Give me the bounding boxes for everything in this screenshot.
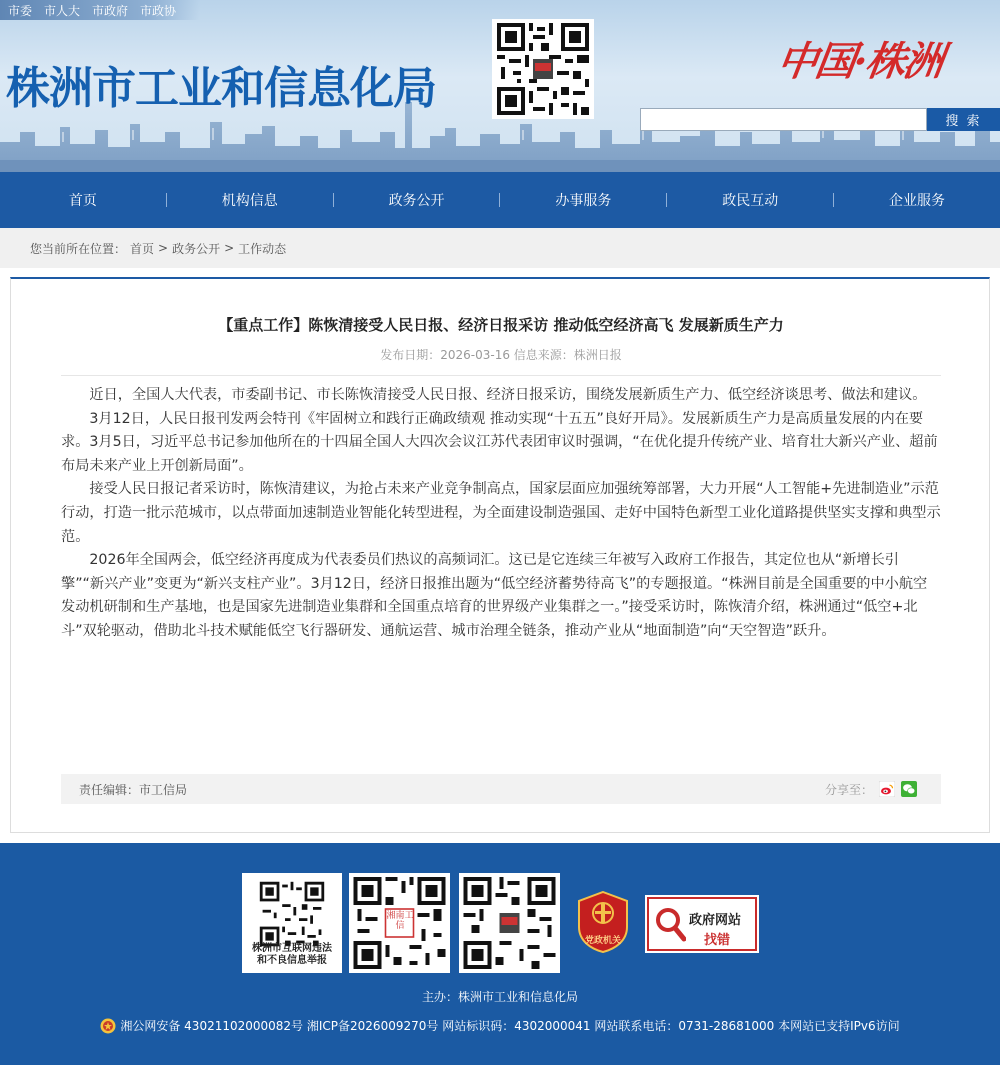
police-badge-icon: [100, 1018, 116, 1034]
nav-item-services[interactable]: 办事服务: [555, 193, 612, 209]
footer: [0, 843, 1000, 1065]
toplink-government[interactable]: 市政府: [92, 3, 129, 18]
article-body: [61, 384, 941, 644]
toplink-party-committee[interactable]: 市委: [8, 3, 33, 18]
nav-item-interaction[interactable]: 政民互动: [722, 193, 779, 209]
party-government-badge[interactable]: [577, 891, 629, 953]
breadcrumb-home[interactable]: 首页: [130, 241, 155, 256]
footer-qr-code-wechat[interactable]: [349, 873, 450, 973]
article-paragraph: 接受人民日报记者采访时，陈恢清建议，为抢占未来产业竞争制高点，国家层面应加强统筹部署，大力开展“人工智能+先进制造业”示范行动，打造一批示范城市，以点带面加速制造业智能化转型进程，为全面建设制造强国、走好中国特色新型工业化道路提供坚实支撑和典型示范。: [61, 481, 941, 545]
top-links-bar: [0, 0, 200, 20]
article-meta: 发布日期：2026-03-16 信息来源：株洲日报: [380, 348, 622, 362]
article-paragraph: 2026年全国两会，低空经济再度成为代表委员们热议的高频词汇。这已是它连续三年被写入政府工作报告，其定位也从“新增长引擎”“新兴产业”变更为“新兴支柱产业”。3月12日，经济日报推出题为“低空经济蓄势待高飞”的专题报道。“株洲目前是全国重要的中小航空发动机研制和生产基地，也是国家先进制造业集群和全国重点培育的世界级产业集群之一。”接受采访时，陈恢清介绍，株洲通过“低空+北斗”双轮驱动，借助北斗技术赋能低空飞行器研发、通航运营、城市治理全链条，推动产业从“地面制造”向“天空智造”跃升。: [61, 552, 928, 639]
qr-code-icon: [257, 879, 327, 949]
icp-info: [0, 1017, 1000, 1034]
report-label: [242, 943, 342, 967]
header-qr-code: [492, 19, 594, 119]
search-button[interactable]: 搜 索: [927, 108, 1000, 131]
china-zhuzhou-calligraphy-logo: 中国·株洲: [774, 38, 945, 85]
breadcrumb-prefix: 您当前所在位置：: [30, 241, 127, 256]
breadcrumb-work-news[interactable]: 工作动态: [238, 241, 287, 256]
gov-website-error-report[interactable]: [647, 897, 757, 951]
article-paragraph: 3月12日，人民日报刊发两会特刊《牢固树立和践行正确政绩观 推动实现“十五五”良好开局》。发展新质生产力是高质量发展的内在要求。3月5日，习近平总书记参加他所在的十四届全国人大四次会议江苏代表团审议时强调，“在优化提升传统产业、培育壮大新兴产业、超前布局未来产业上开创新局面”。: [61, 410, 938, 474]
gov-error-title: 政府网站: [689, 913, 742, 928]
icp-text[interactable]: 湘公网安备 43021102000082号 湘ICP备2026009270号 网站标识码：4302000041 网站联系电话：0731-28681000 本网站已支持IPv6访问: [120, 1019, 900, 1033]
divider: [61, 375, 941, 376]
breadcrumb: [0, 228, 1000, 268]
site-title: 株洲市工业和信息化局: [6, 63, 436, 114]
main-nav: [0, 172, 1000, 228]
report-qr-card[interactable]: [242, 873, 342, 973]
breadcrumb-separator: >: [158, 241, 169, 255]
badge-label: 党政机关: [584, 936, 621, 946]
article-container: [10, 277, 990, 833]
wechat-icon[interactable]: [901, 781, 917, 797]
search-input[interactable]: [640, 108, 927, 131]
footer-qr-code-app[interactable]: [459, 873, 560, 973]
qr-code-icon: [459, 873, 560, 973]
weibo-icon[interactable]: [879, 781, 895, 797]
article-paragraph: 近日，全国人大代表，市委副书记、市长陈恢清接受人民日报、经济日报采访，围绕发展新质生产力、低空经济谈思考、做法和建议。: [89, 387, 927, 403]
toplink-cppcc[interactable]: 市政协: [140, 3, 177, 18]
sponsor-text: 主办：株洲市工业和信息化局: [421, 990, 578, 1004]
gov-error-subtitle: 找错: [704, 933, 731, 948]
nav-item-home[interactable]: 首页: [68, 193, 97, 209]
article-title: 【重点工作】陈恢清接受人民日报、经济日报采访 推动低空经济高飞 发展新质生产力: [218, 316, 784, 334]
share-group: [825, 774, 917, 804]
toplink-peoples-congress[interactable]: 市人大: [44, 3, 81, 18]
magnifier-icon: [654, 905, 686, 945]
report-label-line: 和不良信息举报: [257, 955, 327, 966]
share-label: 分享至：: [824, 782, 873, 797]
article-footer-bar: [61, 774, 941, 804]
header-banner: [0, 0, 1000, 172]
breadcrumb-gov-affairs[interactable]: 政务公开: [172, 241, 221, 256]
qr-code-icon: [492, 19, 594, 119]
nav-item-gov-affairs[interactable]: 政务公开: [388, 193, 445, 209]
qr-center-label: 湘南工信: [386, 911, 414, 931]
report-label-line: 株洲市互联网违法: [252, 943, 332, 954]
editor-label: 责任编辑：市工信局: [79, 782, 188, 797]
nav-item-enterprise[interactable]: 企业服务: [889, 193, 946, 209]
breadcrumb-separator: >: [224, 241, 235, 255]
nav-item-institution[interactable]: 机构信息: [221, 193, 278, 209]
